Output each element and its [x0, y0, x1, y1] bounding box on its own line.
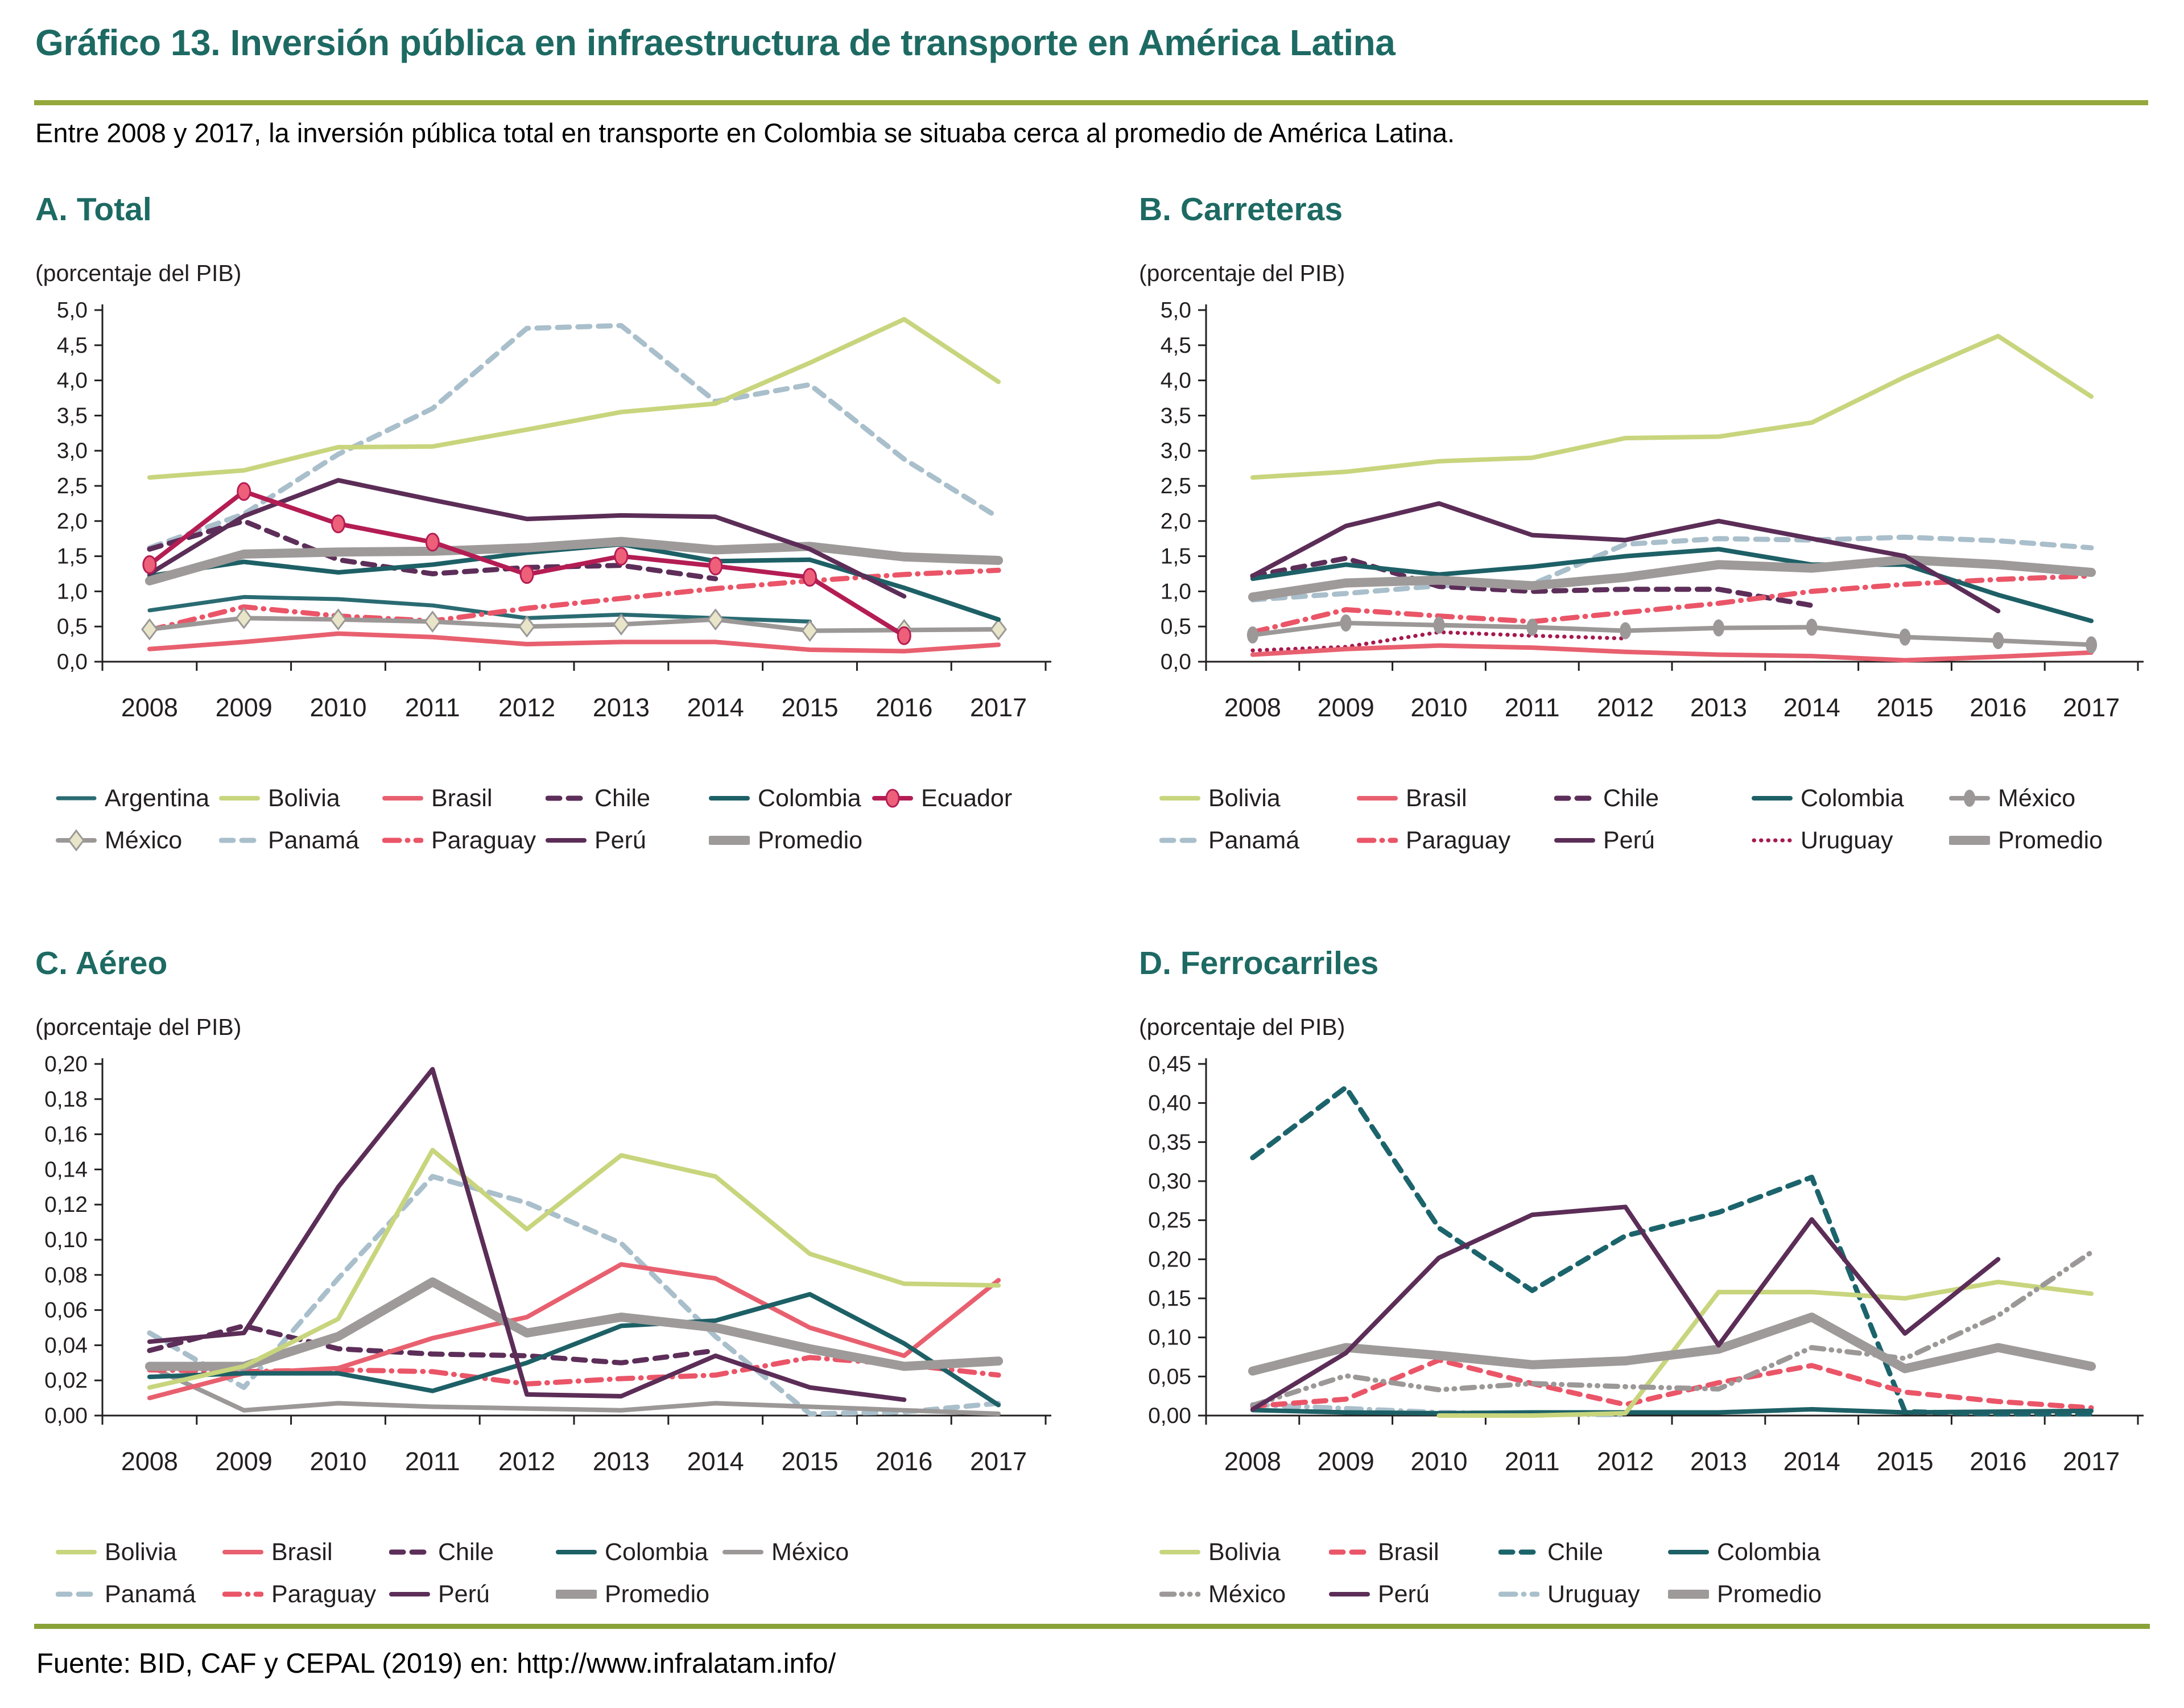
x-tick-label: 2009	[215, 1447, 273, 1476]
legend-label: Brasil	[1406, 784, 1467, 812]
x-tick-label: 2014	[1783, 1447, 1840, 1476]
panel-aereo-title: C. Aéreo	[35, 945, 168, 981]
legend-item-promedio	[1949, 826, 2146, 855]
legend-label: Bolivia	[105, 1538, 177, 1566]
panel-total-unit-label: (porcentaje del PIB)	[35, 260, 242, 286]
legend-swatch-peru	[1329, 1583, 1370, 1606]
legend-row	[1159, 1579, 2162, 1609]
y-tick-label: 1,5	[56, 544, 88, 569]
legend-swatch-colombia	[1668, 1541, 1709, 1563]
legend-swatch-promedio	[1668, 1583, 1709, 1606]
legend-label: México	[105, 826, 183, 854]
y-tick-label: 2,5	[1160, 474, 1191, 498]
legend-item-argentina	[56, 783, 219, 813]
series-brasil	[150, 634, 998, 651]
y-axis-ticks	[1148, 1052, 1206, 1428]
legend-label: Bolivia	[1208, 1538, 1281, 1566]
legend-item-paraguay	[1357, 826, 1554, 855]
y-tick-label: 3,5	[56, 403, 88, 428]
legend-label: Chile	[1603, 784, 1659, 812]
legend-label: Perú	[1603, 826, 1655, 854]
x-tick-label: 2013	[592, 1447, 650, 1476]
y-tick-label: 5,0	[1160, 298, 1191, 323]
legend-label: Bolivia	[1208, 784, 1281, 812]
x-tick-label: 2011	[404, 1447, 460, 1476]
legend-item-uruguay	[1498, 1579, 1668, 1609]
x-tick-label: 2012	[1597, 1447, 1654, 1476]
legend-total	[56, 783, 1087, 868]
legend-item-bolivia	[219, 783, 382, 813]
marker-ecuador	[804, 569, 816, 586]
series-chile	[1253, 1087, 2091, 1414]
series-bolivia	[1253, 336, 2091, 478]
x-tick-label: 2013	[1690, 693, 1747, 722]
panel-aereo-unit-label: (porcentaje del PIB)	[35, 1014, 242, 1040]
legend-item-chile	[546, 783, 709, 813]
legend-swatch-mexico	[1949, 787, 1990, 810]
legend-label: Perú	[594, 826, 646, 854]
legend-item-bolivia	[1159, 1537, 1329, 1567]
legend-label: Paraguay	[431, 826, 536, 854]
marker-mexico	[1434, 617, 1445, 634]
x-tick-label: 2017	[970, 1447, 1027, 1476]
legend-item-peru	[1554, 826, 1752, 855]
y-tick-label: 0,35	[1148, 1130, 1191, 1155]
legend-label: Brasil	[271, 1538, 333, 1566]
title-divider	[34, 100, 2148, 105]
legend-item-panama	[1159, 826, 1357, 855]
x-tick-label: 2015	[1876, 1447, 1934, 1476]
legend-swatch-paraguay	[222, 1583, 263, 1606]
legend-swatch-peru	[389, 1583, 430, 1606]
series-brasil	[1253, 1360, 2091, 1408]
x-axis-labels	[1224, 693, 2120, 722]
legend-label: Brasil	[1378, 1538, 1439, 1566]
legend-item-brasil	[222, 1537, 389, 1567]
legend-label: México	[771, 1538, 849, 1566]
legend-item-mexico	[56, 826, 219, 855]
legend-label: Promedio	[1717, 1580, 1822, 1608]
legend-label: Brasil	[431, 784, 493, 812]
legend-item-paraguay	[382, 826, 546, 855]
panel-total-title: A. Total	[35, 191, 152, 228]
marker-mexico	[1620, 622, 1631, 640]
legend-row	[56, 1579, 1087, 1609]
series-panama	[150, 325, 998, 548]
legend-label: Chile	[438, 1538, 494, 1566]
legend-label: Chile	[594, 784, 650, 812]
legend-label: Paraguay	[1406, 826, 1511, 854]
legend-item-peru	[389, 1579, 556, 1609]
legend-swatch-paraguay	[1357, 829, 1398, 852]
x-axis-labels	[1224, 1447, 2120, 1476]
x-tick-label: 2010	[309, 1447, 367, 1476]
legend-swatch-colombia	[709, 787, 750, 810]
marker-mexico	[1713, 620, 1724, 637]
legend-swatch-bolivia	[56, 1541, 97, 1563]
legend-item-colombia	[1668, 1537, 1838, 1567]
legend-ferrocarriles	[1159, 1537, 2162, 1622]
legend-swatch-argentina	[56, 787, 97, 810]
marker-ecuador	[886, 790, 899, 807]
legend-aereo	[56, 1537, 1087, 1622]
legend-swatch-chile	[546, 787, 587, 810]
panel-carreteras	[1138, 191, 2162, 947]
legend-label: Uruguay	[1801, 826, 1893, 854]
x-tick-label: 2017	[970, 693, 1027, 722]
y-axis-ticks	[1161, 298, 1206, 674]
y-tick-label: 0,00	[1148, 1404, 1191, 1428]
series-promedio	[1253, 1317, 2091, 1371]
series-bolivia	[150, 319, 998, 477]
legend-swatch-peru	[546, 829, 587, 852]
y-tick-label: 0,02	[44, 1368, 88, 1393]
legend-item-ecuador	[872, 783, 1035, 813]
y-tick-label: 4,5	[1160, 333, 1191, 358]
y-tick-label: 2,0	[56, 509, 88, 534]
panel-carreteras-unit-label: (porcentaje del PIB)	[1139, 260, 1345, 286]
x-tick-label: 2012	[498, 1447, 556, 1476]
legend-label: Ecuador	[921, 784, 1013, 812]
marker-mexico	[425, 612, 440, 632]
legend-swatch-brasil	[1329, 1541, 1370, 1563]
panel-total	[34, 191, 1087, 947]
x-tick-label: 2016	[1970, 693, 2027, 722]
y-tick-label: 5,0	[56, 298, 88, 323]
legend-swatch-colombia	[556, 1541, 597, 1563]
x-tick-label: 2008	[121, 1447, 178, 1476]
y-tick-label: 0,0	[1160, 650, 1191, 674]
footer-divider	[34, 1624, 2150, 1629]
x-tick-label: 2009	[1317, 693, 1374, 722]
marker-mexico	[1964, 790, 1975, 807]
legend-item-bolivia	[1159, 783, 1357, 813]
series-bolivia	[150, 1150, 998, 1387]
series-brasil	[1253, 646, 2091, 661]
x-tick-label: 2011	[404, 693, 460, 722]
y-tick-label: 0,16	[44, 1122, 88, 1147]
legend-swatch-mexico	[723, 1541, 763, 1563]
x-tick-label: 2012	[1597, 693, 1654, 722]
legend-label: Paraguay	[271, 1580, 377, 1608]
x-tick-label: 2010	[1410, 693, 1468, 722]
axes	[1205, 1058, 2144, 1425]
legend-swatch-panama	[1159, 829, 1200, 852]
x-tick-label: 2013	[1690, 1447, 1747, 1476]
legend-item-promedio	[556, 1579, 723, 1609]
legend-label: México	[1998, 784, 2076, 812]
x-tick-label: 2012	[498, 693, 556, 722]
legend-item-colombia	[709, 783, 872, 813]
legend-swatch-uruguay	[1752, 829, 1793, 852]
legend-label: Promedio	[1998, 826, 2103, 854]
x-tick-label: 2013	[592, 693, 650, 722]
legend-swatch-peru	[1554, 829, 1595, 852]
x-tick-label: 2014	[687, 693, 744, 722]
legend-swatch-chile	[1554, 787, 1595, 810]
legend-swatch-panama	[219, 829, 260, 852]
y-tick-label: 0,06	[44, 1298, 88, 1323]
y-tick-label: 0,08	[44, 1263, 88, 1288]
chart-carreteras	[1138, 296, 2156, 757]
y-tick-label: 0,45	[1148, 1052, 1191, 1076]
legend-swatch-promedio	[1949, 829, 1990, 852]
legend-label: Panamá	[105, 1580, 196, 1608]
marker-mexico	[2086, 636, 2097, 653]
legend-label: Colombia	[758, 784, 861, 812]
legend-swatch-bolivia	[219, 787, 260, 810]
x-tick-label: 2015	[781, 1447, 839, 1476]
x-tick-label: 2008	[1224, 693, 1281, 722]
y-tick-label: 4,5	[56, 333, 88, 358]
marker-ecuador	[426, 534, 439, 551]
legend-label: Promedio	[758, 826, 863, 854]
marker-ecuador	[143, 556, 156, 573]
legend-row	[56, 783, 1087, 813]
legend-item-promedio	[1668, 1579, 1838, 1609]
marker-mexico	[708, 610, 723, 629]
legend-row	[56, 1537, 1087, 1567]
legend-row	[1159, 783, 2162, 813]
legend-carreteras	[1159, 783, 2162, 868]
panel-ferrocarriles	[1138, 944, 2162, 1701]
x-tick-label: 2016	[876, 1447, 933, 1476]
series-mexico	[142, 608, 1006, 640]
legend-item-chile	[1554, 783, 1752, 813]
legend-label: Chile	[1547, 1538, 1603, 1566]
y-tick-label: 4,0	[1160, 368, 1191, 393]
legend-swatch-ecuador	[872, 787, 913, 810]
x-tick-label: 2009	[215, 693, 273, 722]
marker-ecuador	[238, 483, 250, 500]
marker-ecuador	[521, 566, 533, 583]
y-tick-label: 3,0	[1160, 439, 1191, 464]
legend-item-peru	[1329, 1579, 1498, 1609]
legend-item-mexico	[1949, 783, 2146, 813]
legend-row	[56, 826, 1087, 855]
marker-mexico	[1340, 614, 1352, 632]
marker-mexico	[803, 621, 818, 641]
marker-mexico	[1806, 618, 1818, 636]
legend-swatch-panama	[56, 1583, 97, 1606]
x-tick-label: 2015	[1876, 693, 1934, 722]
y-tick-label: 1,0	[56, 579, 88, 604]
chart-ferrocarriles	[1138, 1050, 2156, 1511]
legend-swatch-brasil	[1357, 787, 1398, 810]
legend-label: México	[1208, 1580, 1286, 1608]
marker-mexico	[991, 620, 1006, 639]
legend-item-panama	[56, 1579, 222, 1609]
legend-label: Colombia	[605, 1538, 708, 1566]
marker-mexico	[237, 608, 251, 628]
y-tick-label: 0,5	[1160, 614, 1191, 640]
x-tick-label: 2016	[876, 693, 933, 722]
y-tick-label: 0,25	[1148, 1208, 1191, 1233]
legend-label: Argentina	[105, 784, 210, 812]
x-tick-label: 2017	[2063, 1447, 2120, 1476]
y-tick-label: 0,5	[56, 614, 88, 640]
marker-mexico	[1992, 632, 2004, 649]
x-tick-label: 2010	[1410, 1447, 1468, 1476]
chart-total	[34, 296, 1064, 757]
legend-item-uruguay	[1752, 826, 1949, 855]
y-tick-label: 0,14	[44, 1157, 88, 1182]
marker-mexico	[1900, 629, 1911, 646]
legend-label: Panamá	[268, 826, 360, 854]
panel-aereo	[34, 944, 1087, 1701]
x-tick-label: 2016	[1970, 1447, 2027, 1476]
y-tick-label: 3,5	[1160, 403, 1191, 428]
legend-item-colombia	[556, 1537, 723, 1567]
x-tick-label: 2014	[1783, 693, 1840, 722]
marker-ecuador	[332, 515, 345, 533]
y-tick-label: 0,05	[1148, 1364, 1191, 1389]
y-tick-label: 0,10	[44, 1228, 88, 1252]
legend-swatch-paraguay	[382, 829, 423, 852]
chart-aereo	[34, 1050, 1064, 1511]
x-tick-label: 2017	[2063, 693, 2120, 722]
legend-swatch-colombia	[1752, 787, 1793, 810]
legend-item-colombia	[1752, 783, 1949, 813]
y-tick-label: 1,0	[1160, 579, 1191, 604]
legend-item-brasil	[1357, 783, 1554, 813]
y-tick-label: 3,0	[56, 439, 88, 464]
legend-swatch-uruguay	[1498, 1583, 1539, 1606]
x-tick-label: 2011	[1504, 1447, 1560, 1476]
legend-swatch-chile	[1498, 1541, 1539, 1563]
legend-label: Uruguay	[1547, 1580, 1640, 1608]
marker-ecuador	[709, 558, 722, 575]
legend-label: Perú	[1378, 1580, 1430, 1608]
legend-swatch-chile	[389, 1541, 430, 1563]
legend-item-mexico	[723, 1537, 889, 1567]
y-axis-ticks	[44, 1052, 102, 1428]
marker-mexico	[1247, 626, 1258, 643]
y-tick-label: 0,20	[1148, 1247, 1191, 1272]
marker-mexico	[331, 610, 346, 629]
y-tick-label: 0,12	[44, 1193, 88, 1218]
marker-mexico	[142, 620, 157, 639]
legend-item-brasil	[1329, 1537, 1498, 1567]
legend-item-chile	[389, 1537, 556, 1567]
legend-item-chile	[1498, 1537, 1668, 1567]
legend-item-bolivia	[56, 1537, 222, 1567]
marker-mexico	[614, 614, 629, 634]
y-tick-label: 0,18	[44, 1087, 88, 1112]
source-note: Fuente: BID, CAF y CEPAL (2019) en: http://www.infralatam.info/	[36, 1648, 836, 1679]
y-tick-label: 0,40	[1148, 1091, 1191, 1116]
legend-swatch-promedio	[709, 829, 750, 852]
x-tick-label: 2009	[1317, 1447, 1374, 1476]
legend-label: Panamá	[1208, 826, 1300, 854]
legend-row	[1159, 1537, 2162, 1567]
legend-item-brasil	[382, 783, 546, 813]
panel-ferrocarriles-unit-label: (porcentaje del PIB)	[1139, 1014, 1345, 1040]
y-tick-label: 4,0	[56, 368, 88, 393]
x-tick-label: 2010	[309, 693, 367, 722]
marker-mexico	[1526, 618, 1538, 636]
legend-label: Perú	[438, 1580, 490, 1608]
legend-row	[1159, 826, 2162, 855]
y-tick-label: 2,0	[1160, 509, 1191, 534]
legend-swatch-brasil	[222, 1541, 263, 1563]
legend-item-promedio	[709, 826, 872, 855]
marker-mexico	[69, 831, 84, 850]
legend-label: Colombia	[1801, 784, 1904, 812]
legend-label: Promedio	[605, 1580, 710, 1608]
legend-swatch-mexico	[56, 829, 97, 852]
marker-ecuador	[898, 627, 910, 644]
legend-swatch-promedio	[556, 1583, 597, 1606]
legend-item-mexico	[1159, 1579, 1329, 1609]
series-panama	[150, 1177, 998, 1414]
y-tick-label: 0,30	[1148, 1169, 1191, 1194]
legend-label: Colombia	[1717, 1538, 1820, 1566]
legend-swatch-brasil	[382, 787, 423, 810]
panel-carreteras-title: B. Carreteras	[1139, 191, 1343, 228]
x-tick-label: 2014	[687, 1447, 744, 1476]
y-tick-label: 0,04	[44, 1333, 88, 1358]
legend-item-paraguay	[222, 1579, 389, 1609]
y-tick-label: 0,20	[44, 1052, 88, 1076]
y-tick-label: 0,10	[1148, 1325, 1191, 1350]
x-axis-labels	[121, 1447, 1027, 1476]
x-tick-label: 2011	[1504, 693, 1560, 722]
legend-item-peru	[546, 826, 709, 855]
legend-swatch-bolivia	[1159, 1541, 1200, 1563]
y-tick-label: 1,5	[1160, 544, 1191, 569]
y-tick-label: 2,5	[56, 474, 88, 498]
x-axis-labels	[121, 693, 1027, 722]
legend-label: Bolivia	[268, 784, 340, 812]
legend-item-panama	[219, 826, 382, 855]
x-tick-label: 2008	[1224, 1447, 1281, 1476]
y-tick-label: 0,0	[56, 650, 88, 674]
y-tick-label: 0,15	[1148, 1286, 1191, 1311]
x-tick-label: 2015	[781, 693, 839, 722]
marker-ecuador	[615, 548, 627, 565]
figure-subtitle: Entre 2008 y 2017, la inversión pública total en transporte en Colombia se situaba cerca al promedio de América Latina.	[35, 118, 1455, 148]
series-chile	[150, 1326, 716, 1363]
legend-swatch-bolivia	[1159, 787, 1200, 810]
panel-ferrocarriles-title: D. Ferrocarriles	[1139, 945, 1379, 981]
y-axis-ticks	[57, 298, 102, 674]
series-peru	[150, 1069, 904, 1400]
legend-swatch-mexico	[1159, 1583, 1200, 1606]
x-tick-label: 2008	[121, 693, 178, 722]
figure-title: Gráfico 13. Inversión pública en infraestructura de transporte en América Latina	[35, 22, 1396, 63]
y-tick-label: 0,00	[44, 1404, 88, 1428]
